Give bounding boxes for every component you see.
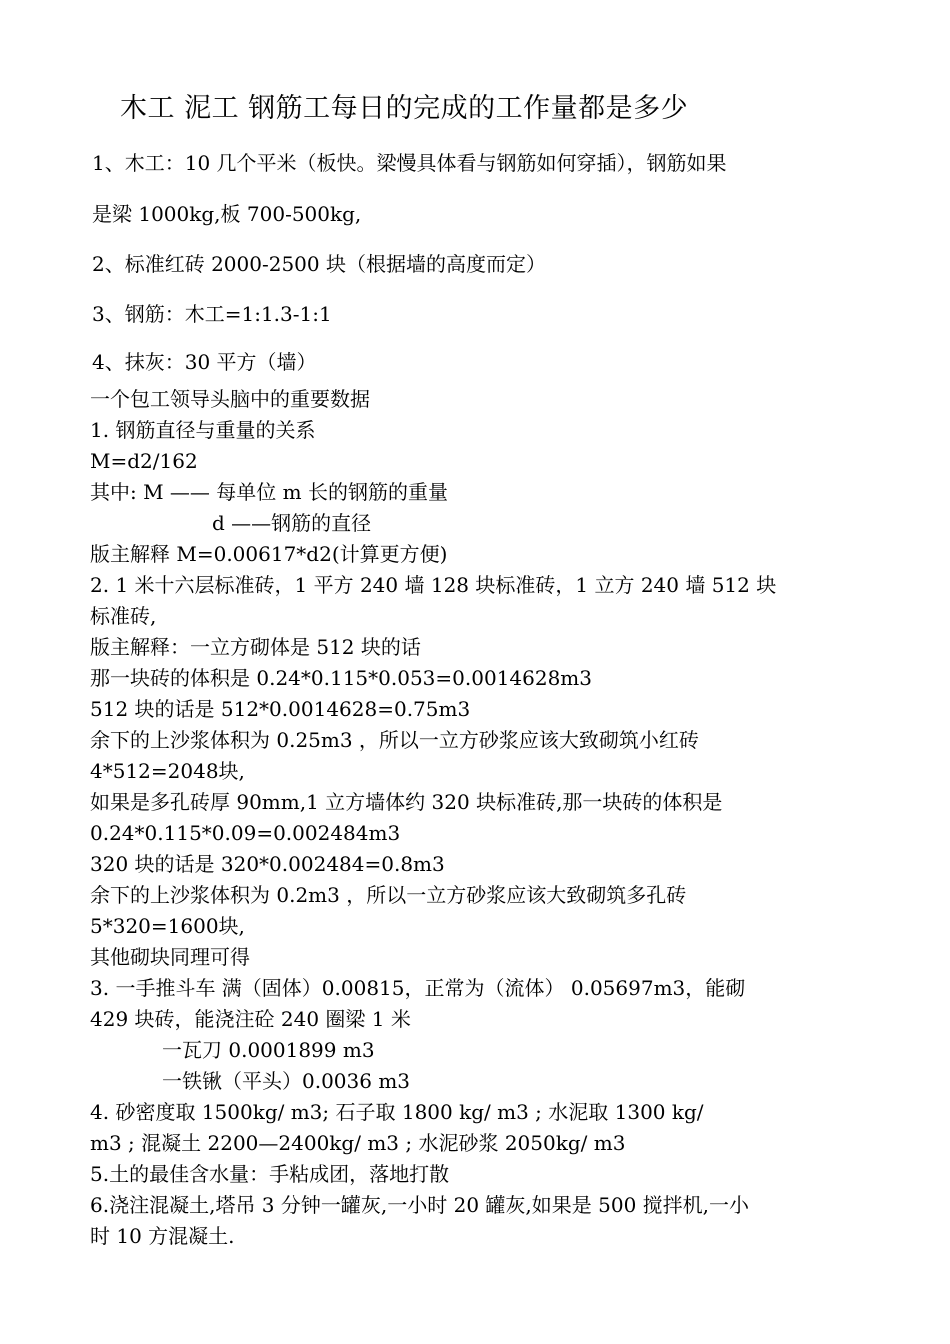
text-line: 版主解释 M=0.00617*d2(计算更方便) — [90, 542, 448, 566]
text-line: 那一块砖的体积是 0.24*0.115*0.053=0.0014628m3 — [90, 666, 593, 690]
text-line: 320 块的话是 320*0.002484=0.8m3 — [90, 852, 445, 876]
text-line: 512 块的话是 512*0.0014628=0.75m3 — [90, 697, 471, 721]
intro-item: 1、木工：10 几个平米（板快。梁慢具体看与钢筋如何穿插），钢筋如果 — [92, 151, 727, 175]
text-line: 0.24*0.115*0.09=0.002484m3 — [90, 821, 401, 845]
text-line: 时 10 方混凝土. — [90, 1224, 235, 1248]
intro-item: 3、钢筋：木工=1:1.3-1:1 — [92, 302, 332, 326]
text-line: 4*512=2048块, — [90, 759, 245, 783]
section-heading: 一个包工领导头脑中的重要数据 — [90, 387, 370, 411]
text-line: 余下的上沙浆体积为 0.2m3 ，所以一立方砂浆应该大致砌筑多孔砖 — [90, 883, 687, 907]
text-line: 版主解释：一立方砌体是 512 块的话 — [90, 635, 421, 659]
text-line: 5*320=1600块, — [90, 914, 245, 938]
text-line: 如果是多孔砖厚 90mm,1 立方墙体约 320 块标准砖,那一块砖的体积是 — [90, 790, 723, 814]
text-line: 一铁锹（平头）0.0036 m3 — [162, 1069, 411, 1093]
intro-item: 是梁 1000kg,板 700-500kg, — [92, 202, 362, 226]
text-line: 2. 1 米十六层标准砖，1 平方 240 墙 128 块标准砖，1 立方 240 墙 512 块 — [90, 573, 777, 597]
text-line: 3. 一手推斗车 满（固体）0.00815，正常为（流体） 0.05697m3，能砌 — [90, 976, 746, 1000]
text-line: 5.土的最佳含水量：手粘成团，落地打散 — [90, 1162, 450, 1186]
text-line: 4. 砂密度取 1500kg/ m3; 石子取 1800 kg/ m3 ; 水泥取 1300 kg/ — [90, 1100, 704, 1124]
body-section — [90, 384, 870, 1252]
text-line: 1. 钢筋直径与重量的关系 — [90, 418, 316, 442]
intro-item: 4、抹灰：30 平方（墙） — [92, 350, 317, 374]
text-line: d ——钢筋的直径 — [212, 511, 372, 535]
formula-line: M=d2/162 — [90, 449, 198, 473]
text-line: 其中: M —— 每单位 m 长的钢筋的重量 — [90, 480, 448, 504]
text-line: 余下的上沙浆体积为 0.25m3 ，所以一立方砂浆应该大致砌筑小红砖 — [90, 728, 699, 752]
intro-item: 2、标准红砖 2000-2500 块（根据墙的高度而定） — [92, 252, 546, 276]
text-line: 标准砖, — [90, 604, 157, 628]
text-line: 429 块砖，能浇注砼 240 圈梁 1 米 — [90, 1007, 411, 1031]
text-line: 6.浇注混凝土,塔吊 3 分钟一罐灰,一小时 20 罐灰,如果是 500 搅拌机,一小 — [90, 1193, 750, 1217]
text-line: 其他砌块同理可得 — [90, 945, 250, 969]
text-line: 一瓦刀 0.0001899 m3 — [162, 1038, 375, 1062]
document-title: 木工 泥工 钢筋工每日的完成的工作量都是多少 — [120, 93, 689, 124]
text-line: m3 ; 混凝土 2200—2400kg/ m3 ; 水泥砂浆 2050kg/ m3 — [90, 1131, 626, 1155]
